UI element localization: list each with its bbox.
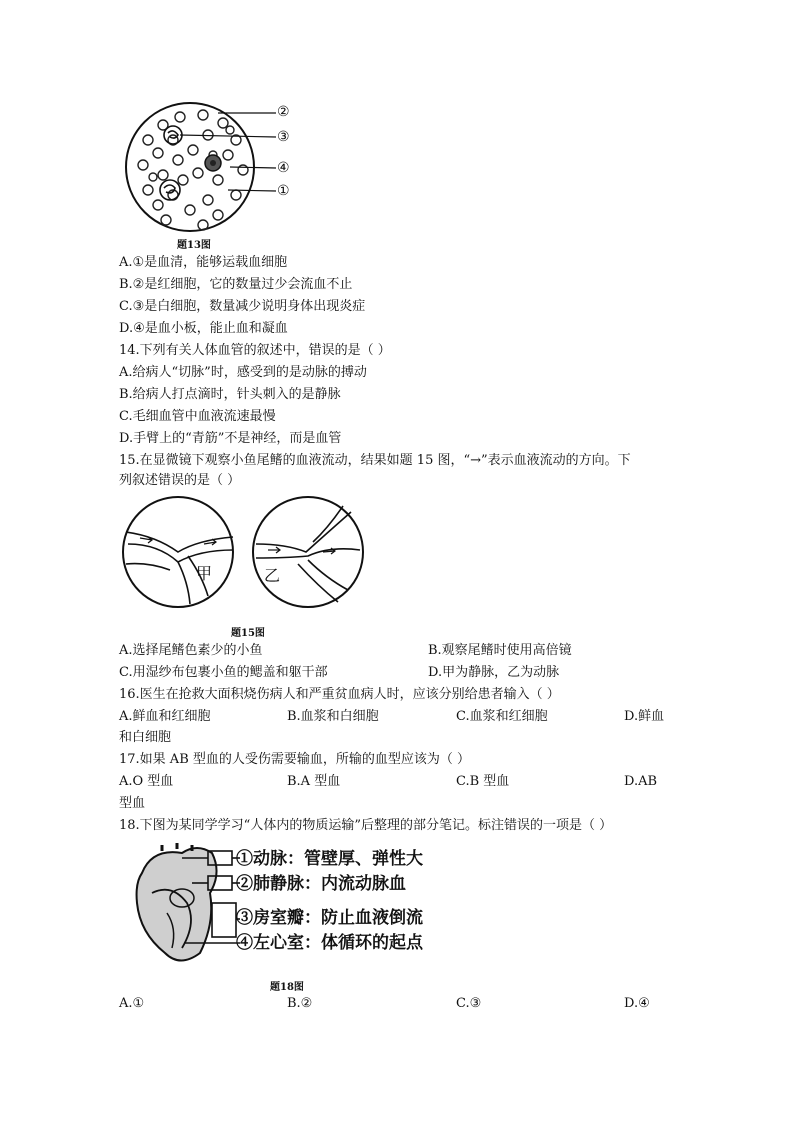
q16-option-b: B.血浆和白细胞 — [287, 709, 379, 724]
q16-option-d-wrap: 和白细胞 — [119, 730, 172, 745]
fig13-label-1: ① — [277, 183, 290, 199]
q13-option-b: B.②是红细胞，它的数量过少会流血不止 — [119, 277, 353, 292]
q16-option-d: D.鲜血 — [624, 709, 665, 724]
q17-option-d: D.AB — [624, 774, 658, 789]
q13-option-c: C.③是白细胞，数量减少说明身体出现炎症 — [119, 299, 366, 314]
fish-tail-vessels-illustration — [118, 494, 368, 614]
q16-option-a: A.鲜血和红细胞 — [119, 709, 211, 724]
q17-option-a: A.O 型血 — [119, 774, 174, 789]
q18-option-d: D.④ — [624, 996, 650, 1011]
q18-option-a: A.① — [119, 996, 145, 1011]
q18-note-1: ①动脉：管壁厚、弹性大 — [236, 849, 423, 869]
q15-option-a: A.选择尾鳍色素少的小鱼 — [119, 643, 263, 658]
fig15-label-yi: 乙 — [264, 566, 281, 585]
fig15-label-jia: 甲 — [196, 564, 213, 583]
fig13-label-3: ③ — [277, 129, 290, 145]
q15-option-b: B.观察尾鳍时使用高倍镜 — [428, 643, 572, 658]
q13-option-d: D.④是血小板，能止血和凝血 — [119, 321, 288, 336]
q14-option-a: A.给病人“切脉”时，感受到的是动脉的搏动 — [119, 365, 367, 380]
fig13-label-4: ④ — [277, 160, 290, 176]
q15-option-d: D.甲为静脉，乙为动脉 — [428, 665, 560, 680]
q13-option-a: A.①是血清，能够运载血细胞 — [119, 255, 288, 270]
fig15-caption: 题15图 — [231, 628, 265, 639]
fig13-label-2: ② — [277, 104, 290, 120]
q14-option-d: D.手臂上的“青筋”不是神经，而是血管 — [119, 431, 342, 446]
q18-stem: 18.下图为某同学学习“人体内的物质运输”后整理的部分笔记。标注错误的一项是（ ） — [119, 818, 613, 833]
q18-note-3: ③房室瓣：防止血液倒流 — [236, 908, 423, 928]
figure-15-fish-tail-vessels — [118, 494, 368, 614]
q15-stem-line1: 15.在显微镜下观察小鱼尾鳍的血液流动，结果如题 15 图，“→”表示血液流动的方向。下 — [119, 453, 631, 468]
q18-note-2: ②肺静脉：内流动脉血 — [236, 874, 406, 894]
q18-note-4: ④左心室：体循环的起点 — [236, 933, 423, 953]
q17-option-c: C.B 型血 — [456, 774, 510, 789]
q14-option-c: C.毛细血管中血液流速最慢 — [119, 409, 276, 424]
q17-option-d-wrap: 型血 — [119, 796, 146, 811]
q14-option-b: B.给病人打点滴时，针头刺入的是静脉 — [119, 387, 341, 402]
q18-option-b: B.② — [287, 996, 313, 1011]
q18-option-c: C.③ — [456, 996, 482, 1011]
q15-stem-line2: 列叙述错误的是（ ） — [119, 473, 241, 488]
q16-option-c: C.血浆和红细胞 — [456, 709, 548, 724]
fig13-caption: 题13图 — [177, 240, 211, 251]
q14-stem: 14.下列有关人体血管的叙述中，错误的是（ ） — [119, 343, 391, 358]
fig18-caption: 题18图 — [270, 982, 304, 993]
q16-stem: 16.医生在抢救大面积烧伤病人和严重贫血病人时，应该分别给患者输入（ ） — [119, 687, 560, 702]
q17-stem: 17.如果 AB 型血的人受伤需要输血，所输的血型应该为（ ） — [119, 752, 471, 767]
q17-option-b: B.A 型血 — [287, 774, 341, 789]
q15-option-c: C.用湿纱布包裹小鱼的鳃盖和躯干部 — [119, 665, 328, 680]
